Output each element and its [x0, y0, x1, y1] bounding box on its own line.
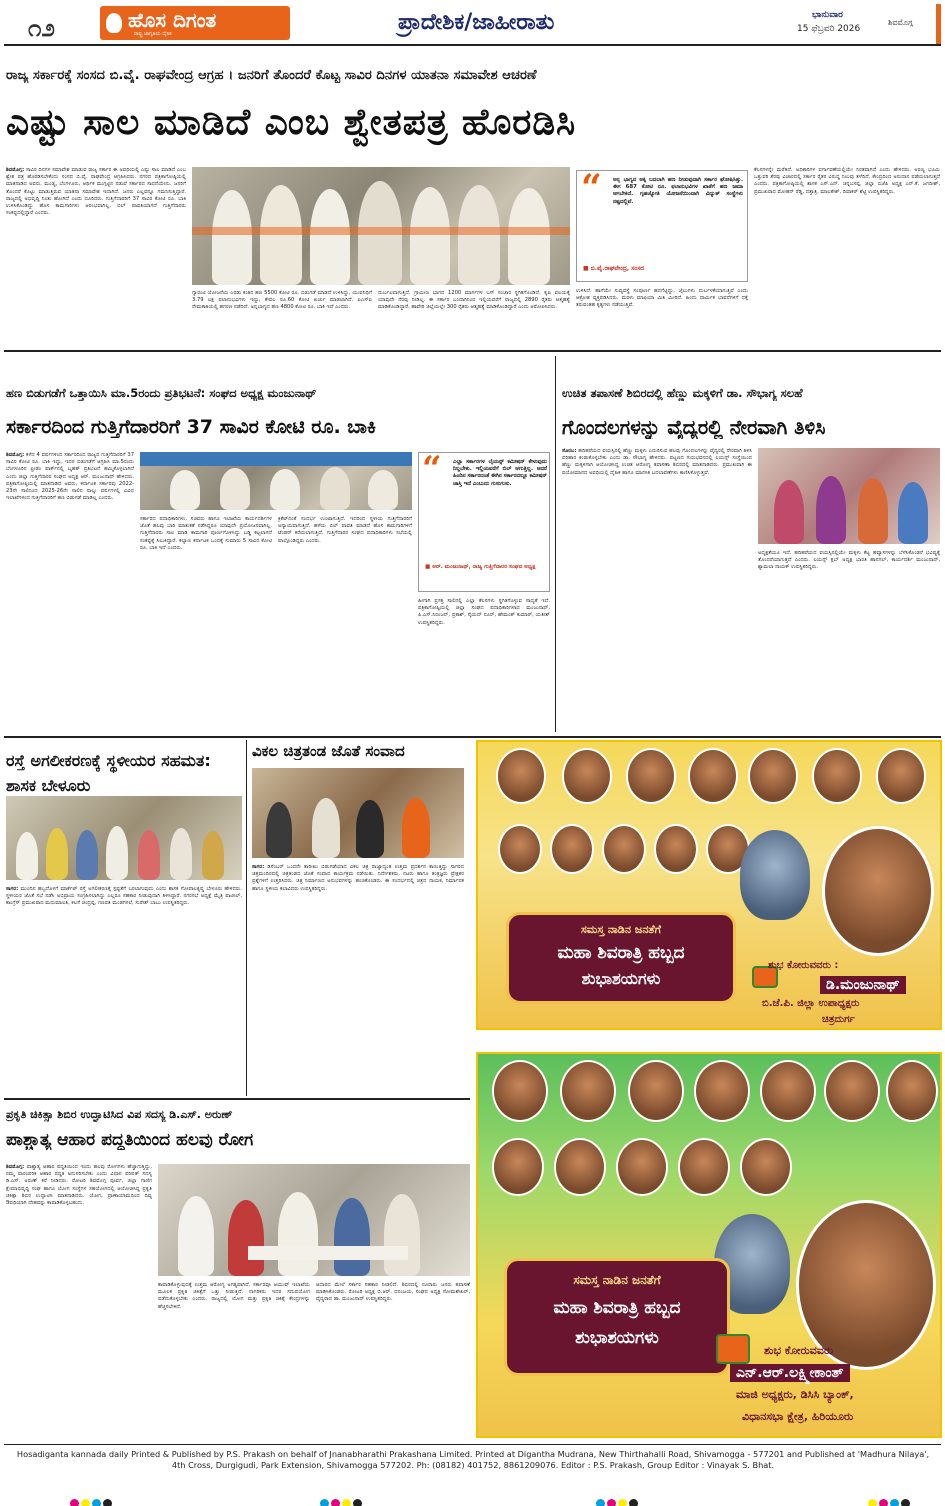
story6-body-col3: ಆಧಾರದ ಮೇಲೆ ಸರ್ಕಾರ ಸಹಕಾರ ನೀಡಲಿದೆ. ಶಿಬಿರದಲ್ಲಿ ನೂರಾರು ಜನರು ತಪಾಸಣೆ ಮಾಡಿಸಿಕೊಂಡರು. ರೋಟರಿ ಅಧ್ಯಕ್ಷ ಬಿ.ಆರ್. ಧನಂಜಯ, ಸಂಘದ ಅಧ್ಯಕ್ಷ ಸೋಮಶೇಖರ್, ವೈದ್ಯರಾದ ಡಾ. ಮಂಜುನಾಥ್ ಉಪಸ್ಥಿತರಿದ್ದರು.	[316, 1282, 470, 1303]
photo-figure	[138, 830, 160, 880]
story2-body-col4: ಹೀಗಾಗಿ ಪ್ರಸಕ್ತ ಸಾಲಿನಲ್ಲಿ ಎಲ್ಲಾ ಕೆಲಸಗಳು ಸ್ಥಗಿತಗೊಳ್ಳುವ ಸಾಧ್ಯತೆ ಇದೆ. ಪತ್ರಿಕಾಗೋಷ್ಠಿಯಲ್ಲಿ ಜಿಲ್ಲಾ ಸಂಘದ ಪದಾಧಿಕಾರಿಗಳಾದ ಮಂಜುನಾಥ್, ಪಿ.ಎಸ್.ನಿರಂಜನ್, ಪ್ರಕಾಶ್, ಸೈಯದ್ ನೂರ್, ಹೇಮಂತ್ ಕುಮಾರ್, ಯತೀಶ್ ಉಪಸ್ಥಿತರಿದ್ದರು.	[418, 598, 550, 626]
leader-photo	[812, 748, 862, 804]
leader-photo	[626, 748, 676, 804]
photo-figure	[46, 828, 68, 880]
greeter-place: ಚಿತ್ರದುರ್ಗ	[822, 1014, 855, 1025]
photo-figure	[508, 188, 550, 285]
photo-figure	[312, 798, 340, 858]
table	[248, 1246, 408, 1260]
leader-photo	[562, 748, 612, 804]
shivaratri-ad-1	[476, 740, 942, 1030]
leader-photo	[616, 1138, 668, 1196]
leader-photo	[654, 824, 698, 874]
leader-photo	[694, 1060, 750, 1122]
photo-figure	[402, 798, 430, 858]
quote-icon: “	[422, 449, 442, 489]
greeter-name: ಡಿ.ಮಂಜುನಾಥ್	[820, 976, 906, 994]
photo-figure	[212, 190, 252, 285]
leader-photo	[498, 824, 542, 874]
quote-text: ಎಲ್ಲಾ ಸರ್ಕಾರಗಳ ಲೈಯನ್ಸ್ ಕಮೀಷನ್ ಕೇಳುವುದು ನಿಲ್ಲಬೇಕು. ಇಲ್ಲಿಯವರೆಗೆ ಬಿಲ್ ಆಗುತ್ತಿಲ್ಲ. ಆದರೆ ಹಿಂದಿನ ಸರ್ಕಾರದಂತೆ ಈಗಿನ ಸರ್ಕಾರದಲ್ಲೂ ಕಮೀಷನ್ ಜಾಸ್ತಿ ಇದೆ ಎಂಬುದು ಗುಸುಗುಸು.	[453, 459, 547, 487]
photo-figure	[178, 1196, 214, 1276]
leader-photo	[678, 1138, 730, 1196]
story3-body-col2: ಅಧ್ಯಕ್ಷತೆಯೂ ಇದೆ. ಹದಿಹರೆಯದ ವಯಸ್ಸಿನಲ್ಲಿಯೇ ಮಕ್ಕಳು ಕೆಟ್ಟ ಹವ್ಯಾಸಗಳನ್ನು ಬೆಳೆಸಿಕೊಂಡರೆ ಭವಿಷ್ಯಕ್ಕೆ ತೊಂದರೆಯಾಗುತ್ತದೆ ಎಂದರು. ಲಯನ್ಸ್ ಕ್ಲಬ್ ಅಧ್ಯಕ್ಷ ಭಾರತಿ ಹಾನಗಲ್, ಕಾರ್ಯದರ್ಶಿ ಮಂಜುನಾಥ್, ಶ್ಯಾಮಲಾ ನಾಯಕ್ ಉಪಸ್ಥಿತರಿದ್ದರು.	[758, 550, 940, 571]
photo-figure	[270, 469, 300, 510]
lead-photo-caption: ಗ್ಯಾರಂಟಿ ಯೋಜನೆಯ ಎರಡು ಕಂತಿನ ಹಣ 5500 ಕೋಟಿ ರೂ. ಬಿಡುಗಡೆ ಮಾಡದೆ ಉಳಿಸಿದ್ದು, ಯುವನಿಧಿಗೆ 3.79 ಲಕ್ಷ ಫಲಾನುಭವಿಗಳು ಇದ್ದು, ಕೇವಲ ರೂ.60 ಕೋಟಿ ಖರ್ಚು ಮಾಡಲಾಗಿದೆ. ಪಿಎಸ್ಐ ನೇಮಕಾತಿಯಲ್ಲಿ ಹಗರಣ ನಡೆದಿದೆ. ಅನ್ನಭಾಗ್ಯದ ಹಣ 4800 ಕೋಟಿ ರೂ. ಬಾಕಿ ಇದೆ ಎಂದರು.	[192, 290, 372, 311]
edition-name: ಶಿವಮೊಗ್ಗ	[888, 18, 913, 27]
leader-photo	[760, 1060, 816, 1122]
photo-figure	[774, 480, 804, 544]
story3-headline: ಗೊಂದಲಗಳನ್ನು ವೈದ್ಯರಲ್ಲಿ ನೇರವಾಗಿ ತಿಳಿಸಿ	[562, 416, 826, 439]
page-number: ೧೨	[28, 14, 55, 42]
lead-body-col1	[6, 167, 186, 342]
story3-body-col1	[562, 448, 752, 732]
dateline: ಸೊರಬ:	[562, 448, 577, 454]
lamp-icon	[106, 13, 122, 33]
lead-headline: ಎಷ್ಟು ಸಾಲ ಮಾಡಿದೆ ಎಂಬ ಶ್ವೇತಪತ್ರ ಹೊರಡಿಸಿ	[6, 102, 577, 143]
leader-photo	[560, 1060, 616, 1122]
photo-figure	[260, 185, 302, 285]
leader-photo	[688, 748, 738, 804]
leader-photo	[886, 1060, 938, 1122]
photo-figure	[384, 1194, 420, 1276]
story3-kicker: ಉಚಿತ ತಪಾಸಣೆ ಶಿಬಿರದಲ್ಲಿ ಹೆಣ್ಣು ಮಕ್ಕಳಿಗೆ ಡಾ. ಸೌಭಾಗ್ಯ ಸಲಹೆ	[562, 386, 803, 400]
photo-figure	[356, 800, 384, 858]
paper-tagline: ರಾಷ್ಟ್ರ ಜಾಗೃತಿಯ ದೈನಿಕ	[134, 31, 172, 37]
dateline: ಸಾಗರ:	[6, 886, 19, 892]
story4-photo	[6, 796, 242, 880]
paper-name: ಹೊಸ ದಿಗಂತ	[128, 8, 217, 32]
shiva-icon	[740, 830, 810, 920]
greeting-panel	[504, 1258, 730, 1376]
backdrop-banner	[140, 452, 412, 466]
orange-sash	[192, 227, 570, 235]
article-text: ಹದಿಹರೆಯದ ವಯಸ್ಸಿನಲ್ಲಿ ಹೆಣ್ಣು ಮಕ್ಕಳು ಎದುರಿಸುವ ಹಲವು ಗೊಂದಲಗಳನ್ನು ವೈದ್ಯರಲ್ಲಿ ನೇರವಾಗಿ ತಿಳಿಸಿ ಪರಿಹಾರ ಕಂಡುಕೊಳ್ಳಬೇಕು ಎಂದು ಡಾ. ಸೌಭಾಗ್ಯ ಹೇಳಿದರು. ಪಟ್ಟಣದ ಗುರುಭವನದಲ್ಲಿ ಲಯನ್ಸ್ ಸಂಸ್ಥೆಯಿಂದ ಹೆಣ್ಣು ಮಕ್ಕಳಿಗಾಗಿ ಆಯೋಜಿಸಿದ್ದ ಉಚಿತ ಆರೋಗ್ಯ ತಪಾಸಣಾ ಶಿಬಿರದಲ್ಲಿ ಮಾತನಾಡಿದರು. ಪ್ರಮುಖವಾಗಿ ಈ ವಯೋಮಾನದ ಅವಧಿಯಲ್ಲಿ ದೈಹಿಕ ಹಾಗೂ ಮಾನಸಿಕ ಬದಲಾವಣೆಗಳು ಕಾಣಿಸಿಕೊಳ್ಳುತ್ತವೆ.	[562, 448, 752, 476]
section-title: ಪ್ರಾದೇಶಿಕ/ಜಾಹೀರಾತು	[398, 10, 555, 35]
photo-figure	[228, 1200, 264, 1276]
quote-attribution: ■ ಬಿ.ವೈ.ರಾಘವೇಂದ್ರ, ಸಂಸದ	[583, 265, 645, 272]
story2-quote-box	[418, 449, 550, 592]
article-text: ಪಾಶ್ಚಾತ್ಯ ಆಹಾರ ಪದ್ಧತಿಯಿಂದ ಇಂದು ಹಲವು ರೋಗಗಳು ಹೆಚ್ಚಾಗುತ್ತಿದ್ದು, ನಮ್ಮ ಪಾರಂಪರಿಕ ಆಹಾರ ಪದ್ಧತಿ ಅನುಸರಿಸಬೇಕು ಎಂದು ವಿಧಾನ ಪರಿಷತ್ ಸದಸ್ಯ ಡಿ.ಎಸ್. ಅರುಣ್ ಕರೆ ನೀಡಿದರು. ರೋಟರಿ ಶಿವಮೊಗ್ಗ ಪೂರ್ವ, ಜಿಲ್ಲಾ ಗಾಣಿಗ ಕ್ಷೇಮಾಭಿವೃದ್ಧಿ ಸಂಘ ಹಾಗೂ ಯೋಗ ಸಂಸ್ಥೆಗಳ ಸಹಯೋಗದಲ್ಲಿ ಆಯೋಜಿಸಿದ್ದ ಪ್ರಕೃತಿ ಚಿಕಿತ್ಸಾ ಶಿಬಿರ ಉದ್ಘಾಟಿಸಿ ಮಾತನಾಡಿದರು. ಯೋಗ, ಪ್ರಾಣಾಯಾಮದಿಂದ ದಿವ್ಯ ಔಷಧಿಯಾಗಿ ದೇಹವನ್ನು ಕಾಪಾಡಿಕೊಳ್ಳಬಹುದು.	[6, 1164, 152, 1207]
dateline: ಶಿವಮೊಗ್ಗ:	[6, 167, 25, 173]
lead-photo	[192, 167, 570, 285]
greeter-name: ಎನ್.ಆರ್.ಲಕ್ಷ್ಮೀಕಾಂತ್	[730, 1364, 850, 1382]
story2-body-col1	[6, 452, 134, 732]
photo-figure	[816, 476, 846, 544]
photo-figure	[76, 830, 98, 880]
leader-photo	[492, 1138, 544, 1196]
issue-date: 15 ಫೆಬ್ರವರಿ 2026	[797, 24, 861, 34]
leader-photo	[550, 824, 594, 874]
masthead	[4, 4, 941, 46]
imprint-line: Hosadiganta kannada daily Printed & Published by P.S. Prakash on behalf of Jnanabharathi Prakashana Limited. Printed at Digantha Mudrana, New Thirthahalli Road, Shivamogga - 577201 and Published at 'Madhura Nilaya', 4th Cross, Durgigudi, Park Extension, Shivamogga 577202. Ph: (08182) 401752, 8861209076. Editor : P.S. Prakash, Group Editor : Vinayak S. Bhat.	[16, 1449, 930, 1470]
leader-photo	[496, 748, 546, 804]
issue-day: ಭಾನುವಾರ	[812, 10, 843, 20]
photo-figure	[310, 189, 350, 285]
greeting-line-2: ಮಹಾ ಶಿವರಾತ್ರಿ ಹಬ್ಬದ	[557, 943, 685, 963]
quote-text: ಅನ್ನ ಭಾಗ್ಯದ ಅಕ್ಕಿ ಬದಲಾಗಿ ಹಣ ನೀಡುವುದಾಗಿ ಸರ್ಕಾರ ಘೋಷಿಸಿತ್ತು. ಈಗ 687 ಕೋಟಿ ರೂ. ಫಲಾನುಭವಿಗಳ ಖಾತೆಗೆ ಹಣ ಜಮಾ ಆಗಬೇಕಿದೆ. ಗೃಹಜ್ಯೋತಿ ಯೋಜನೆಯಿಂದಾಗಿ ವಿದ್ಯುತ್ ಸಂಸ್ಥೆಗಳು ನಷ್ಟದಲ್ಲಿವೆ.	[613, 177, 743, 205]
leader-photo	[602, 824, 646, 874]
photo-figure	[170, 828, 192, 880]
story6-headline: ಪಾಶ್ಚಾತ್ಯ ಆಹಾರ ಪದ್ಧತಿಯಿಂದ ಹಲವು ರೋಗ	[6, 1130, 254, 1150]
greeting-panel	[506, 912, 736, 1004]
story4-headline: ರಸ್ತೆ ಅಗಲೀಕರಣಕ್ಕೆ ಸ್ಥಳೀಯರ ಸಹಮತ: ಶಾಸಕ ಬೇಳೂರು	[6, 751, 211, 795]
photo-figure	[106, 826, 128, 880]
story2-kicker: ಹಣ ಬಿಡುಗಡೆಗೆ ಒತ್ತಾಯಿಸಿ ಮಾ.5ರಂದು ಪ್ರತಿಭಟನೆ: ಸಂಘದ ಅಧ್ಯಕ್ಷ ಮಂಜುನಾಥ್	[6, 386, 317, 400]
story3-photo	[758, 448, 940, 544]
lead-quote-box	[576, 167, 748, 282]
photo-figure	[266, 802, 292, 858]
article-text: ಡಿಸೆಂಬರ್ ಒಂದನೇ ತಾರೀಖು ಬಿಡುಗಡೆಯಾದ ವಿಕಲ ಚಿತ್ರ ರಾಜ್ಯಾದ್ಯಂತ ಉತ್ತಮ ಪ್ರದರ್ಶನ ಕಾಣುತ್ತಿದ್ದು ಸಾಗರದ ಚಿತ್ರಮಂದಿರದಲ್ಲಿ ಚಿತ್ರತಂಡದ ಜೊತೆ ಸಂವಾದ ಕಾರ್ಯಕ್ರಮ ನಡೆಯಿತು. ನಿರ್ದೇಶಕರು, ನಟರು ಹಾಗೂ ತಂತ್ರಜ್ಞರು ಪ್ರೇಕ್ಷಕರ ಪ್ರಶ್ನೆಗಳಿಗೆ ಉತ್ತರಿಸಿದರು. ಚಿತ್ರ ನಿರ್ಮಾಣದ ಅನುಭವಗಳನ್ನು ಹಂಚಿಕೊಂಡರು. ಈ ಸಂದರ್ಭದಲ್ಲಿ ಚಿತ್ರದ ನಾಯಕ, ನಿರ್ಮಾಪಕ ಹಾಗೂ ಸ್ಥಳೀಯ ಕಲಾವಿದರು ಉಪಸ್ಥಿತರಿದ್ದರು.	[252, 864, 464, 892]
photo-figure	[170, 470, 200, 510]
lead-body-col3: ಉಳಿಸಿದೆ. ಹಾಗೆಯೇ ಸುವ್ಯವಸ್ಥೆ ಸಂಪೂರ್ಣ ಹದಗೆಟ್ಟಿದ್ದು, ಜೈಲುಗಳು ದುರ್ಬಳಕೆಯಾಗುತ್ತಿವೆ ಎಂದು ಆಕ್ರೋಶ ವ್ಯಕ್ತಪಡಿಸಿದರು. ಮರಳು ಮಾಫಿಯಾ ಮಿತಿ ಮೀರಿದೆ. ಹಿಂದು ಧಾರ್ಮಿಕ ಭಾವನೆಗಳಿಗೆ ಧಕ್ಕೆ ತರುವಂತಹ ಕೃತ್ಯಗಳು ನಡೆಯುತ್ತಿವೆ.	[576, 288, 748, 309]
story6-kicker: ಪ್ರಕೃತಿ ಚಿಕಿತ್ಸಾ ಶಿಬಿರ ಉದ್ಘಾಟಿಸಿದ ವಿಪ ಸದಸ್ಯ ಡಿ.ಎಸ್. ಅರುಣ್	[6, 1108, 233, 1121]
photo-figure	[320, 467, 350, 510]
greeter-photo	[822, 826, 934, 956]
article-text: ಕಳೆದ 4 ವರ್ಷಗಳಿಂದ ಸರ್ಕಾರದಿಂದ ರಾಜ್ಯದ ಗುತ್ತಿಗೆದಾರರಿಗೆ 37 ಸಾವಿರ ಕೋಟಿ ರೂ. ಬಾಕಿ ಇದ್ದು, ಇದರ ಬಿಡುಗಡೆಗೆ ಆಗ್ರಹಿಸಿ ಮಾ.5ರಂದು ಬೆಂಗಳೂರಿನ ಫ್ರೀಡಂ ಪಾರ್ಕ್‌ನಲ್ಲಿ ಬೃಹತ್ ಪ್ರತಿಭಟನೆ ಹಮ್ಮಿಕೊಳ್ಳಲಾಗಿದೆ ಎಂದು ಜಿಲ್ಲಾ ಗುತ್ತಿಗೆದಾರರ ಸಂಘದ ಅಧ್ಯಕ್ಷ ಆರ್. ಮಂಜುನಾಥ್ ಹೇಳಿದರು. ಪತ್ರಿಕಾಗೋಷ್ಠಿಯಲ್ಲಿ ಮಾತನಾಡಿದ ಅವರು, ಕರ್ನಾಟಕ ಸರ್ಕಾರವು 2022-23ನೇ ಸಾಲಿನಿಂದ 2025-26ನೇ ಸಾಲಿನ ನಾಲ್ಕು ವರ್ಷಗಳಲ್ಲಿ ವಿವಿಧ ಇಲಾಖೆಗಳಿಂದ ಗುತ್ತಿಗೆದಾರರಿಗೆ ಹಣ ಬಿಡುಗಡೆ ಮಾಡಿಲ್ಲ ಎಂದರು.	[6, 452, 134, 502]
photo-figure	[278, 1192, 318, 1276]
greeting-line-2: ಮಹಾ ಶಿವರಾತ್ರಿ ಹಬ್ಬದ	[553, 1298, 681, 1318]
leader-photo	[554, 1138, 606, 1196]
registration-marks	[320, 1493, 364, 1506]
leader-photo	[748, 748, 798, 804]
story2-photo	[140, 452, 412, 510]
greeter-title: ಮಾಜಿ ಅಧ್ಯಕ್ಷರು, ಡಿಸಿಸಿ ಬ್ಯಾಂಕ್,	[736, 1388, 854, 1401]
column-divider	[555, 356, 556, 732]
lead-body-col2: ದುರ್ಬಲವಾಗುತ್ತಿದೆ. ಗ್ರಾಮೀಣ ಭಾಗದ 1200 ಮಾರ್ಗಗಳ ಬಸ್ ಸಂಚಾರ ಸ್ಥಗಿತಗೊಂಡಿದೆ. ಕೃಷಿ ವಲಯಕ್ಕೆ ಯಾವುದೇ ನೆರವು ನೀಡಿಲ್ಲ. ಈ ಸರ್ಕಾರ ಬಂದಾಗಿನಿಂದ ಇಲ್ಲಿಯವರೆಗೆ ರಾಜ್ಯದಲ್ಲಿ 2890 ರೈತರು ಆತ್ಮಹತ್ಯೆ ಮಾಡಿಕೊಂಡಿದ್ದಾರೆ. ಹಾವೇರಿ ಜಿಲ್ಲೆಯಲ್ಲೇ 300 ರೈತರು ಆತ್ಮಹತ್ಯೆ ಮಾಡಿಕೊಂಡಿದ್ದಾರೆ ಎಂದು ಆರೋಪಿಸಿದರು.	[378, 290, 570, 311]
photo-figure	[858, 478, 888, 544]
greeting-line-1: ಸಮಸ್ತ ನಾಡಿನ ಜನತೆಗೆ	[581, 923, 661, 936]
leader-photo	[740, 1138, 792, 1196]
greeter-label: ಶುಭ ಕೋರುವವರು	[764, 1344, 834, 1357]
quote-icon: “	[581, 167, 602, 209]
story5-headline: ವಿಕಲ ಚಿತ್ರತಂಡ ಜೊತೆ ಸಂವಾದ	[252, 742, 405, 760]
greeting-line-3: ಶುಭಾಶಯಗಳು	[575, 1328, 659, 1348]
dateline: ಸಾಗರ:	[252, 864, 265, 870]
article-text: ಸಾವಿರ ದಿನಗಳ ಸಮಾವೇಶ ಮಾಡುವ ರಾಜ್ಯ ಸರ್ಕಾರ ಈ ಅವಧಿಯಲ್ಲಿ ಎಷ್ಟು ಸಾಲ ಮಾಡಿದೆ ಎಂಬ ಶ್ವೇತ ಪತ್ರ ಹೊರಡಿಸಬೇಕೆಂದು ಸಂಸದ ಬಿ.ವೈ. ರಾಘವೇಂದ್ರ ಆಗ್ರಹಿಸಿದರು. ನಗರದ ಪತ್ರಿಕಾಗೋಷ್ಠಿಯಲ್ಲಿ ಮಾತನಾಡಿದ ಅವರು, ಮಂಡ್ಯ, ಬೆಂಗಳೂರು, ಆರ್ಥಿಕ ಮುಗ್ಗಟ್ಟಿನ ನಡುವೆ ಸರ್ಕಾರದ ಸಾಧನೆಯೇನು. ಜನರಿಗೆ ತೊಂದರೆ ಕೊಟ್ಟು ಮಾಡುತ್ತಿರುವ ಯಾತನಾ ಸಮಾವೇಶ ಇದಾಗಿದೆ. ಜನರು ಎಲ್ಲವನ್ನೂ ಗಮನಿಸುತ್ತಿದ್ದಾರೆ. ರಾಜ್ಯದಲ್ಲಿ ಅಭಿವೃದ್ಧಿ ನಿಂತು ಹೋಗಿದೆ ಎಂದು ದೂರಿದರು. ಗುತ್ತಿಗೆದಾರರಿಗೆ 37 ಸಾವಿರ ಕೋಟಿ ರೂ. ಬಾಕಿ ಉಳಿಸಿಕೊಂಡಿದ್ದು ಹೊಸ ಕಾಮಗಾರಿಗಳು ಆರಂಭವಾಗಿಲ್ಲ. ಬಿಲ್ ಪಾವತಿಯಾಗದೆ ಗುತ್ತಿಗೆದಾರರು ಸಂಕಷ್ಟದಲ್ಲಿದ್ದಾರೆ ಎಂದರು.	[6, 167, 186, 217]
paper-logo	[100, 6, 290, 40]
photo-figure	[16, 832, 38, 880]
story5-body	[252, 864, 464, 1094]
divider	[4, 350, 941, 352]
divider	[4, 736, 941, 738]
greeting-line-3: ಶುಭಾಶಯಗಳು	[581, 969, 661, 988]
greeter-title: ಬಿ.ಜೆ.ಪಿ. ಜಿಲ್ಲಾ ಉಪಾಧ್ಯಕ್ಷರು	[762, 998, 860, 1009]
dateline: ಶಿವಮೊಗ್ಗ:	[6, 452, 25, 458]
story2-body-col3: ಕ್ರಿಕೆಟ್‌ನಂತೆ ಸಂದರ್ಭ ಉಂಟಾಗುತ್ತಿದೆ. ಇದರಿಂದ ಸ್ಥಳೀಯ ಗುತ್ತಿಗೆದಾರರಿಗೆ ಅನ್ಯಾಯವಾಗುತ್ತಿದೆ. ಹಳೆಯ ಬಿಲ್ ಪಾವತಿ ಮಾಡದೆ ಹೊಸ ಕಾಮಗಾರಿಗಳಿಗೆ ಟೆಂಡರ್ ಕರೆಯಲಾಗುತ್ತಿದೆ. ಗುತ್ತಿಗೆದಾರರ ಸಂಘದ ಪದಾಧಿಕಾರಿಗಳು ಸಭೆಯಲ್ಲಿ ಪಾಲ್ಗೊಂಡಿದ್ದರು ಎಂದರು.	[278, 516, 412, 544]
photo-figure	[898, 482, 928, 544]
dateline: ಶಿವಮೊಗ್ಗ:	[6, 1164, 25, 1170]
greeter-place: ವಿಧಾನಸಭಾ ಕ್ಷೇತ್ರ, ಹಿರಿಯೂರು	[742, 1410, 854, 1423]
lead-body-col4: ಕೆಲಸಗಳನ್ನೇ ಮರೆತಿದೆ. ಅಧಿಕಾರಿಗಳ ವರ್ಗಾವಣೆಯಲ್ಲಿಯೇ ನಿರತವಾಗಿದೆ ಎಂದು ಹೇಳಿದರು. ಅರಣ್ಯ ಭೂಮಿ ಒತ್ತುವರಿ ತೆರವು ವಿಚಾರದಲ್ಲಿ ಸರ್ಕಾರ ರೈತರ ವಿರುದ್ಧ ನಿಲುವು ತಳೆದಿದೆ. ಕೇಂದ್ರದಿಂದ ಅನುದಾನ ಪಡೆಯಲಾಗುತ್ತದೆ ಎಂದರು. ಪತ್ರಿಕಾಗೋಷ್ಠಿಯಲ್ಲಿ ಶಾಸಕ ಎಸ್.ಎನ್. ಚನ್ನಬಸಪ್ಪ, ಜಿಲ್ಲಾ ಬಿಜೆಪಿ ಅಧ್ಯಕ್ಷ ಎನ್.ಕೆ. ಜಗದೀಶ್, ಪ್ರಮುಖರಾದ ಮೋಹನ್ ರೆಡ್ಡಿ, ದತ್ತಾತ್ರಿ, ಮಾಲತೇಶ್, ದಿವಾಕರ್ ಶೆಟ್ಟಿ ಉಪಸ್ಥಿತರಿದ್ದರು.	[754, 167, 940, 195]
edge-marker	[936, 4, 941, 44]
leader-photo	[824, 1060, 880, 1122]
leader-photo	[628, 1060, 684, 1122]
leader-photo	[876, 748, 926, 804]
photo-figure	[410, 187, 450, 285]
photo-figure	[334, 1198, 370, 1276]
divider	[4, 1098, 470, 1100]
registration-marks	[868, 1493, 912, 1506]
photo-figure	[368, 470, 398, 510]
column-divider	[246, 740, 247, 1096]
story2-headline: ಸರ್ಕಾರದಿಂದ ಗುತ್ತಿಗೆದಾರರಿಗೆ 37 ಸಾವಿರ ಕೋಟಿ ರೂ. ಬಾಕಿ	[6, 416, 376, 438]
registration-marks	[596, 1493, 640, 1506]
lotus-party-icon	[716, 1334, 750, 1364]
article-text: ಮುಂದಿನ ಹಬ್ಬದೊಳಗೆ ಮಾರ್ಕೆಟ್ ರಸ್ತೆ ಅಗಲೀಕರಣಕ್ಕೆ ಸ್ಪಷ್ಟತೆಗೆ ಬರಲಾಗುವುದು ಎಂದು ಶಾಸಕ ಗೋಪಾಲಕೃಷ್ಣ ಬೇಳೂರು ಹೇಳಿದರು. ಸ್ಥಳೀಯರ ಜೊತೆ ಸಭೆ ನಡೆಸಿ ಅಭಿಪ್ರಾಯ ಸಂಗ್ರಹಿಸಲಾಗಿದ್ದು ಎಲ್ಲರೂ ಸಹಕಾರ ನೀಡುವುದಾಗಿ ತಿಳಿಸಿದ್ದಾರೆ. ನಗರಸಭೆ ಅಧ್ಯಕ್ಷೆ ಮೈತ್ರಿ ಪಾಟೀಲ್, ಕಾಂಗ್ರೆಸ್ ಪ್ರಮುಖರಾದ ಮಧುಮಾಲತಿ, ಕಲಸೆ ಚಂದ್ರಪ್ಪ, ಗಣಪತಿ ಮಂಡಗಳಲೆ, ಸುರೇಶ್ ಬಾಬು ಉಪಸ್ಥಿತರಿದ್ದರು.	[6, 886, 242, 907]
leader-photo	[492, 1060, 548, 1122]
story4-body	[6, 886, 242, 1094]
story5-photo	[252, 768, 464, 858]
registration-marks	[70, 1493, 114, 1506]
greeting-line-1: ಸಮಸ್ತ ನಾಡಿನ ಜನತೆಗೆ	[573, 1273, 661, 1287]
quote-attribution: ■ ಆರ್. ಮಂಜುನಾಥ್, ರಾಜ್ಯ ಗುತ್ತಿಗೆದಾರರ ಸಂಘದ ಅಧ್ಯಕ್ಷ	[425, 564, 536, 570]
footer-rule	[4, 1444, 941, 1445]
story6-photo	[158, 1164, 470, 1276]
story6-body-col1	[6, 1164, 152, 1436]
story2-body-col2: ಸರ್ಕಾರದ ಪದಾಧಿಕಾರಿಗಳು, ಸಚಿವರು ಹಾಗೂ ಇಲಾಖೆಯ ಕಾರ್ಯದರ್ಶಿಗಳ ಜೊತೆ ಹಲವು ಬಾರಿ ಮಾತುಕತೆ ನಡೆಸಿದ್ದರೂ ಯಾವುದೇ ಪ್ರಯೋಜನವಾಗಿಲ್ಲ. ಗುತ್ತಿಗೆದಾರರು ಸಾಲ ಮಾಡಿ ಕಾಮಗಾರಿ ಪೂರ್ಣಗೊಳಿಸಿದ್ದು ಬಡ್ಡಿ ಕಟ್ಟಲಾಗದೆ ಸಂಕಷ್ಟಕ್ಕೆ ಸಿಲುಕಿದ್ದಾರೆ. ಕಲ್ಯಾಣ ಕರ್ನಾಟಕ ಒಂದಕ್ಕೆ ಸುಮಾರು 5 ಸಾವಿರ ಕೋಟಿ ರೂ. ಬಾಕಿ ಇದೆ ಎಂದರು.	[140, 516, 272, 551]
photo-figure	[220, 468, 250, 510]
photo-figure	[202, 831, 224, 880]
lead-kicker: ರಾಜ್ಯ ಸರ್ಕಾರಕ್ಕೆ ಸಂಸದ ಬಿ.ವೈ. ರಾಘವೇಂದ್ರ ಆಗ್ರಹ । ಜನರಿಗೆ ತೊಂದರೆ ಕೊಟ್ಟ ಸಾವಿರ ದಿನಗಳ ಯಾತನಾ ಸಮಾವೇಶ ಆಚರಣೆ	[6, 68, 537, 83]
photo-figure	[458, 185, 500, 285]
story6-body-col2: ಕಾಪಾಡಿಕೊಳ್ಳುವುದಕ್ಕೆ ಉತ್ತಮ ಆರೋಗ್ಯ ಅಗತ್ಯವಾಗಿದೆ. ಸರ್ಕಾರವೂ ಆಯುಷ್ ಇಲಾಖೆಯ ಮೂಲಕ ಪ್ರಕೃತಿ ಚಿಕಿತ್ಸೆಗೆ ಒತ್ತು ನೀಡುತ್ತಿದೆ. ನಾಗರಿಕರು ಇದರ ಸದುಪಯೋಗ ಪಡೆದುಕೊಳ್ಳಬೇಕು ಎಂದರು. ರಾಜ್ಯದಲ್ಲಿ ಯೋಗ ಮತ್ತು ಪ್ರಕೃತಿ ಚಿಕಿತ್ಸೆ ಕೇಂದ್ರಗಳನ್ನು ಹೆಚ್ಚಿಸಬೇಕಿದೆ.	[158, 1282, 310, 1310]
greeter-label: ಶುಭ ಕೋರುವವರು :	[768, 960, 839, 971]
shivaratri-ad-2	[476, 1052, 942, 1438]
